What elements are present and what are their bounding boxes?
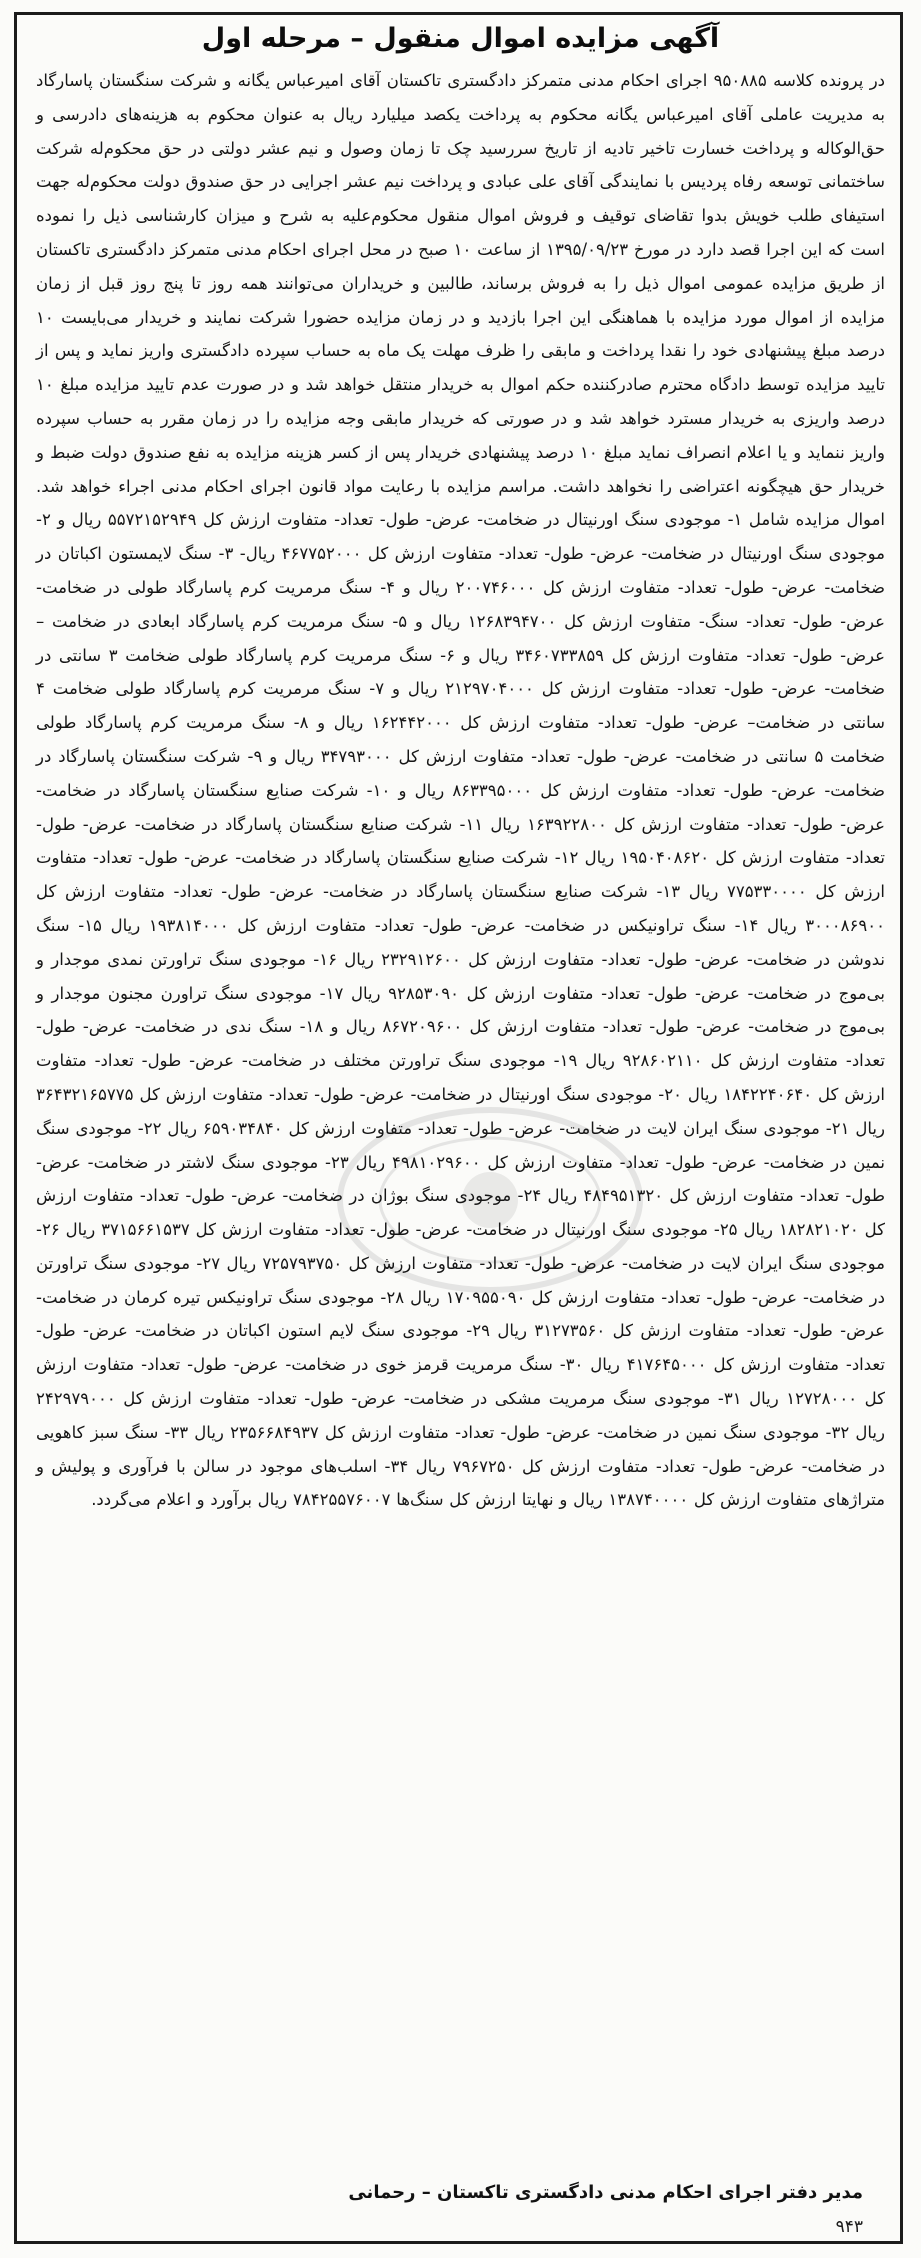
notice-body-paragraph: در پرونده کلاسه ۹۵۰۸۸۵ اجرای احکام مدنی متمرکز دادگستری تاکستان آقای امیرعباس یگانه و شرکت سنگستان پاسارگاد به مدیریت عاملی آقای امیرعباس یگانه محکوم به پرداخت یکصد میلیارد ریال به عنوان محکوم به هزینه‌های دادرسی و حق‌الوکاله و پرداخت خسارت تاخیر تادیه از تاریخ سررسید چک تا زمان وصول و نیم عشر دولتی در حق محکوم‌له شرکت ساختمانی توسعه رفاه پردیس با نمایندگی آقای علی عبادی و پرداخت نیم عشر اجرایی در حق صندوق دولت محکوم‌له جهت استیفای طلب خویش بدوا تقاضای توقیف و فروش اموال منقول محکوم‌علیه به شرح و میزان کارشناسی ذیل را نموده است که این اجرا قصد دارد در مورخ ۱۳۹۵/۰۹/۲۳ از ساعت ۱۰ صبح در محل اجرای احکام مدنی متمرکز دادگستری تاکستان از طریق مزایده عمومی اموال ذیل را به فروش برساند، طالبین و خریداران می‌توانند همه روز تا پنج روز قبل از زمان مزایده از اموال مورد مزایده با هماهنگی این اجرا بازدید و در زمان مزایده حضورا شرکت نمایند و خریدار می‌بایست ۱۰ درصد مبلغ پیشنهادی خود را نقدا پرداخت و مابقی را ظرف مهلت یک ماه به حساب سپرده دادگستری واریز نماید و پس از تایید مزایده توسط دادگاه محترم صادرکننده حکم اموال به خریدار منتقل خواهد شد و در صورت عدم تایید مزایده مبلغ ۱۰ درصد واریزی به خریدار مسترد خواهد شد و در صورتی که خریدار مابقی وجه مزایده را در زمان مقرر به حساب سپرده واریز ننماید و یا اعلام انصراف نماید مبلغ ۱۰ درصد پیشنهادی خریدار پس از کسر هزینه مزایده به نفع صندوق دولت ضبط و خریدار حق هیچگونه اعتراضی را نخواهد داشت. مراسم مزایده با رعایت مواد قانون اجرای احکام مدنی اجراء خواهد شد. اموال مزایده شامل ۱- موجودی سنگ اورنیتال در ضخامت- عرض- طول- تعداد- متفاوت ارزش کل ۵۵۷۲۱۵۲۹۴۹ ریال و ۲- موجودی سنگ اورنیتال در ضخامت- عرض- طول- تعداد- متفاوت ارزش کل ۴۶۷۷۵۲۰۰۰ ریال- ۳- سنگ لایمستون اکباتان در ضخامت- عرض- طول- تعداد- متفاوت ارزش کل ۲۰۰۷۴۶۰۰۰ ریال و ۴- سنگ مرمریت کرم پاسارگاد طولی در ضخامت- عرض- طول- تعداد- سنگ- متفاوت ارزش کل ۱۲۶۸۳۹۴۷۰۰ ریال و ۵- سنگ مرمریت کرم پاسارگاد ابعادی در ضخامت – عرض- طول- تعداد- متفاوت ارزش کل ۳۴۶۰۷۳۳۸۵۹ ریال و ۶- سنگ مرمریت کرم پاسارگاد طولی ضخامت ۳ سانتی در ضخامت- عرض- طول- تعداد- متفاوت ارزش کل ۲۱۲۹۷۰۴۰۰۰ ریال و ۷- سنگ مرمریت کرم پاسارگاد طولی ضخامت ۴ سانتی در ضخامت– عرض- طول- تعداد- متفاوت ارزش کل ۱۶۲۴۴۲۰۰۰ ریال و ۸- سنگ مرمریت کرم پاسارگاد طولی ضخامت ۵ سانتی در ضخامت- عرض- طول- تعداد- متفاوت ارزش کل ۳۴۷۹۳۰۰۰ ریال و ۹- شرکت سنگستان پاسارگاد در ضخامت- عرض- طول- تعداد- متفاوت ارزش کل ۸۶۳۳۹۵۰۰۰ ریال و ۱۰- شرکت صنایع سنگستان پاسارگاد در ضخامت- عرض- طول- تعداد- متفاوت ارزش کل ۱۶۳۹۲۲۸۰۰ ریال ۱۱- شرکت صنایع سنگستان پاسارگاد در ضخامت- عرض- طول- تعداد- متفاوت ارزش کل ۱۹۵۰۴۰۸۶۲۰ ریال ۱۲- شرکت صنایع سنگستان پاسارگاد در ضخامت- عرض- طول- تعداد- متفاوت ارزش کل ۷۷۵۳۳۰۰۰۰ ریال ۱۳- شرکت صنایع سنگستان پاسارگاد در ضخامت- عرض- طول- تعداد- متفاوت ارزش کل ۳۰۰۰۸۶۹۰۰ ریال ۱۴- سنگ تراونیکس در ضخامت- عرض- طول- تعداد- متفاوت ارزش کل ۱۹۳۸۱۴۰۰۰ ریال ۱۵- سنگ ندوشن در ضخامت- عرض- طول- تعداد- متفاوت ارزش کل ۲۳۲۹۱۲۶۰۰ ریال ۱۶- موجودی سنگ تراورتن نمدی موجدار و بی‌موج در ضخامت- عرض- طول- تعداد- متفاوت ارزش کل ۹۲۸۵۳۰۹۰ ریال ۱۷- موجودی سنگ تراورن مجنون موجدار و بی‌موج در ضخامت- عرض- طول- تعداد- متفاوت ارزش کل ۸۶۷۲۰۹۶۰۰ ریال و ۱۸- سنگ ندی در ضخامت- عرض- طول- تعداد- متفاوت ارزش کل ۹۲۸۶۰۲۱۱۰ ریال ۱۹- موجودی سنگ تراورتن مختلف در ضخامت- عرض- طول- تعداد- متفاوت ارزش کل ۱۸۴۲۲۴۰۶۴۰ ریال ۲۰- موجودی سنگ اورنیتال در ضخامت- عرض- طول- تعداد- متفاوت ارزش کل ۳۶۴۳۲۱۶۵۷۷۵ ریال ۲۱- موجودی سنگ ایران لایت در ضخامت- عرض- طول- تعداد- متفاوت ارزش کل ۶۵۹۰۳۴۸۴۰ ریال ۲۲- موجودی سنگ نمین در ضخامت- عرض- طول- تعداد- متفاوت ارزش کل ۴۹۸۱۰۲۹۶۰۰ ریال ۲۳- موجودی سنگ لاشتر در ضخامت- عرض- طول- تعداد- متفاوت ارزش کل ۴۸۴۹۵۱۳۲۰ ریال ۲۴- موجودی سنگ بوژان در ضخامت- عرض- طول- تعداد- متفاوت ارزش کل ۱۸۲۸۲۱۰۲۰ ریال ۲۵- موجودی سنگ اورنیتال در ضخامت- عرض- طول- تعداد- متفاوت ارزش کل ۳۷۱۵۶۶۱۵۳۷ ریال ۲۶- موجودی سنگ ایران لایت در ضخامت- عرض- طول- تعداد- متفاوت ارزش کل ۷۲۵۷۹۳۷۵۰ ریال ۲۷- موجودی سنگ تراورتن در ضخامت- عرض- طول- تعداد- متفاوت ارزش کل ۱۷۰۹۵۵۰۹۰ ریال ۲۸- موجودی سنگ تراونیکس تیره کرمان در ضخامت- عرض- طول- تعداد- متفاوت ارزش کل ۳۱۲۷۳۵۶۰ ریال ۲۹- موجودی سنگ لایم استون اکباتان در ضخامت- عرض- طول- تعداد- متفاوت ارزش کل ۴۱۷۶۴۵۰۰۰ ریال ۳۰- سنگ مرمریت قرمز خوی در ضخامت- عرض- طول- تعداد- متفاوت ارزش کل ۱۲۷۲۸۰۰۰ ریال ۳۱- موجودی سنگ مرمریت مشکی در ضخامت- عرض- طول- تعداد- متفاوت ارزش کل ۲۴۲۹۷۹۰۰۰ ریال ۳۲- موجودی سنگ نمین در ضخامت- عرض- طول- تعداد- متفاوت ارزش کل ۲۳۵۶۶۸۴۹۳۷ ریال ۳۳- سنگ سبز کاهویی در ضخامت- عرض- طول- تعداد- متفاوت ارزش کل ۷۹۶۷۲۵۰ ریال ۳۴- اسلب‌های موجود در سالن با فرآوری و پولیش و متراژهای متفاوت ارزش کل ۱۳۸۷۴۰۰۰۰ ریال و نهایتا ارزش کل سنگ‌ها ۷۸۴۲۵۵۷۶۰۰۷ ریال برآورد و اعلام می‌گردد. — [36, 71, 886, 1510]
notice-title: آگهی مزایده اموال منقول – مرحله اول — [201, 23, 720, 54]
notice-body — [36, 64, 885, 1517]
notice-code: ۹۴۳ — [835, 2217, 863, 2237]
notice-signature: مدیر دفتر اجرای احکام مدنی دادگستری تاکستان – رحمانی — [348, 2182, 863, 2203]
